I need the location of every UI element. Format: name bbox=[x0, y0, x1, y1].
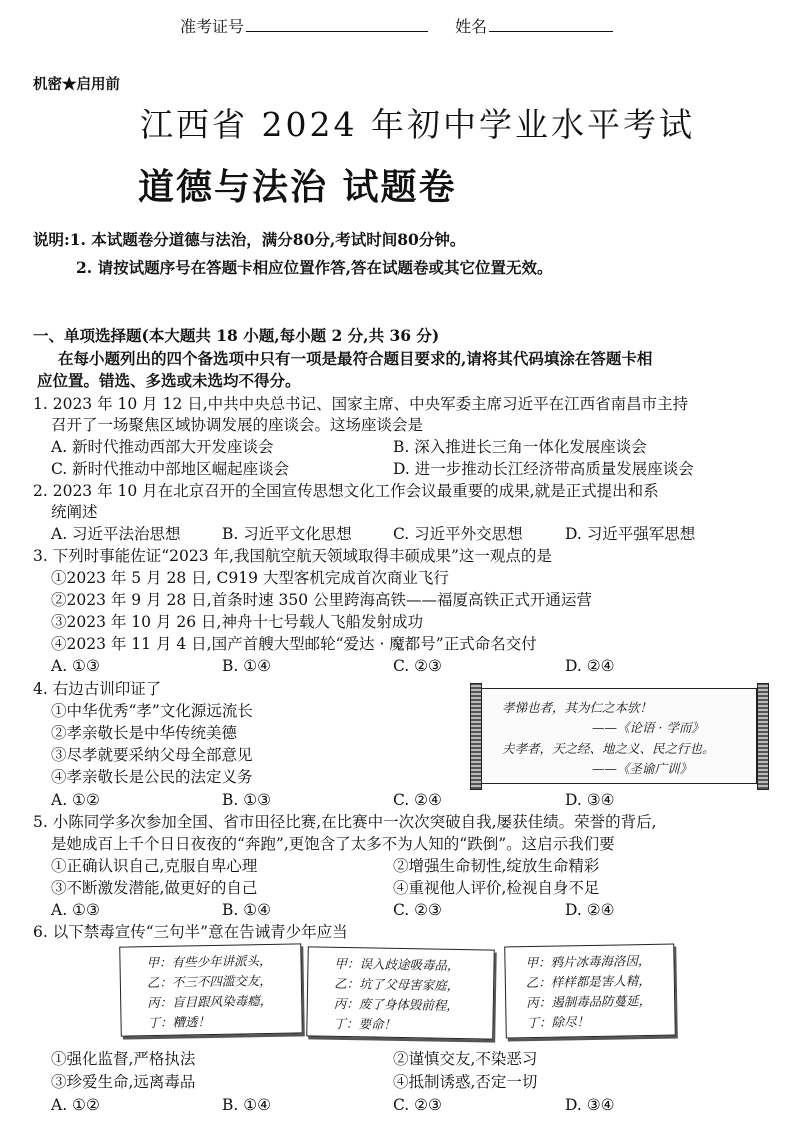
card2-line3: 丙：废了身体毁前程， bbox=[333, 995, 459, 1014]
card1-line3: 丙：盲目跟风染毒瘾， bbox=[147, 992, 273, 1011]
card2-line4: 丁：要命！ bbox=[333, 1015, 397, 1032]
exam-title: 江西省 2024 年初中学业水平考试 bbox=[140, 105, 695, 144]
q4-option-b: B. ①③ bbox=[222, 791, 272, 809]
q6-option-d: D. ③④ bbox=[565, 1096, 615, 1114]
card3-line3: 丙：遏制毒品防蔓延， bbox=[526, 992, 652, 1011]
q5-option-b: B. ①④ bbox=[222, 901, 272, 919]
card2-line2: 乙：坑了父母害家庭， bbox=[334, 975, 460, 994]
scroll-quote-1: 孝悌也者，其为仁之本欤！ bbox=[502, 700, 653, 715]
q3-option-b: B. ①④ bbox=[222, 657, 272, 675]
q6-option-b: B. ①④ bbox=[222, 1096, 272, 1114]
section-desc-line1: 在每小题列出的四个备选项中只有一项是最符合题目要求的,请将其代码填涂在答题卡相 bbox=[58, 349, 653, 368]
q6-option-a: A. ①② bbox=[51, 1096, 100, 1114]
q4-statement-2: ②孝亲敬长是中华传统美德 bbox=[51, 724, 238, 742]
q1-option-d: D. 进一步推动长江经济带高质量发展座谈会 bbox=[393, 460, 694, 478]
q3-stem: 3. 下列时事能佐证“2023 年,我国航空航天领域取得丰硕成果”这一观点的是 bbox=[33, 547, 552, 565]
scroll-quote-2: 夫孝者，天之经、地之义、民之行也。 bbox=[502, 741, 715, 756]
q4-option-a: A. ①② bbox=[51, 791, 100, 809]
q2-stem-line1: 2. 2023 年 10 月在北京召开的全国宣传思想文化工作会议最重要的成果,就是正式提出和系 bbox=[33, 482, 659, 500]
q6-statement-4: ④抵制诱惑,否定一切 bbox=[393, 1073, 538, 1091]
q2-option-a: A. 习近平法治思想 bbox=[51, 525, 181, 543]
q2-stem-line2: 统阐述 bbox=[51, 503, 98, 521]
q5-option-a: A. ①③ bbox=[51, 901, 100, 919]
q4-option-d: D. ③④ bbox=[565, 791, 615, 809]
exam-subtitle: 道德与法治 试题卷 bbox=[138, 167, 457, 208]
q2-option-c: C. 习近平外交思想 bbox=[393, 525, 523, 543]
secret-label: 机密★启用前 bbox=[33, 76, 120, 93]
instructions-line2: 2. 请按试题序号在答题卡相应位置作答,答在试题卷或其它位置无效。 bbox=[76, 258, 553, 277]
exam-id-label: 准考证号 bbox=[180, 17, 245, 36]
q4-statement-3: ③尽孝就要采纳父母全部意见 bbox=[51, 746, 253, 764]
name-blank bbox=[489, 17, 613, 32]
card1-line2: 乙：不三不四滥交友， bbox=[146, 972, 272, 991]
q3-option-d: D. ②④ bbox=[565, 657, 615, 675]
name-field bbox=[455, 14, 613, 37]
section-heading: 一、单项选择题(本大题共 18 小题,每小题 2 分,共 36 分) bbox=[33, 326, 440, 345]
q6-statement-1: ①强化监督,严格执法 bbox=[51, 1050, 196, 1068]
exam-id-blank bbox=[246, 17, 428, 32]
q5-stem-line1: 5. 小陈同学多次参加全国、省市田径比赛,在比赛中一次次突破自我,屡获佳绩。荣誉的背后, bbox=[33, 813, 657, 831]
instructions-line1: 说明:1. 本试题卷分道德与法治，满分80分,考试时间80分钟。 bbox=[33, 230, 466, 249]
q3-option-a: A. ①③ bbox=[51, 657, 100, 675]
scroll-source-2: ——《圣谕广训》 bbox=[592, 761, 693, 776]
q6-stem: 6. 以下禁毒宣传“三句半”意在告诫青少年应当 bbox=[33, 923, 348, 941]
q3-statement-4: ④2023 年 11 月 4 日,国产首艘大型邮轮“爱达 · 魔都号”正式命名交付 bbox=[51, 635, 537, 653]
q5-option-d: D. ②④ bbox=[565, 901, 615, 919]
q6-statement-3: ③珍爱生命,远离毒品 bbox=[51, 1073, 196, 1091]
q3-statement-2: ②2023 年 9 月 28 日,首条时速 350 公里跨海高铁——福厦高铁正式开通运营 bbox=[51, 591, 593, 609]
note-card-1 bbox=[119, 943, 303, 1036]
note-card-3 bbox=[504, 944, 676, 1039]
q5-stem-line2: 是她成百上千个日日夜夜的“奔跑”,更饱含了太多不为人知的“跌倒”。这启示我们要 bbox=[51, 835, 615, 853]
q6-option-c: C. ②③ bbox=[393, 1096, 442, 1114]
q4-statement-1: ①中华优秀“孝”文化源远流长 bbox=[51, 702, 253, 720]
q4-stem: 4. 右边古训印证了 bbox=[33, 680, 162, 698]
q1-option-b: B. 深入推进长三角一体化发展座谈会 bbox=[393, 438, 647, 456]
q1-stem-line1: 1. 2023 年 10 月 12 日,中共中央总书记、国家主席、中央军委主席习近平在江西省南昌市主持 bbox=[33, 395, 689, 413]
card3-line1: 甲：鸦片冰毒海洛因， bbox=[525, 952, 651, 971]
q2-option-b: B. 习近平文化思想 bbox=[222, 525, 352, 543]
card1-line1: 甲：有些少年讲派头， bbox=[146, 952, 272, 971]
name-label: 姓名 bbox=[455, 17, 488, 36]
section-desc-line2: 应位置。错选、多选或未选均不得分。 bbox=[37, 371, 301, 390]
card3-line2: 乙：样样都是害人精， bbox=[525, 972, 651, 991]
card2-line1: 甲：误入歧途吸毒品， bbox=[334, 955, 460, 974]
q3-statement-1: ①2023 年 5 月 28 日, C919 大型客机完成首次商业飞行 bbox=[51, 569, 449, 587]
exam-id-field bbox=[180, 14, 428, 37]
q6-statement-2: ②谨慎交友,不染恶习 bbox=[393, 1050, 538, 1068]
q4-statement-4: ④孝亲敬长是公民的法定义务 bbox=[51, 768, 253, 786]
q4-option-c: C. ②④ bbox=[393, 791, 442, 809]
q5-option-c: C. ②③ bbox=[393, 901, 442, 919]
q3-option-c: C. ②③ bbox=[393, 657, 442, 675]
scroll-right-rod bbox=[757, 683, 769, 790]
note-card-2 bbox=[306, 946, 495, 1039]
q5-statement-1: ①正确认识自己,克服自卑心理 bbox=[51, 857, 258, 875]
q1-stem-line2: 召开了一场聚焦区域协调发展的座谈会。这场座谈会是 bbox=[51, 416, 424, 434]
q5-statement-2: ②增强生命韧性,绽放生命精彩 bbox=[393, 857, 600, 875]
scroll-source-1: ——《论语 · 学而》 bbox=[592, 720, 704, 735]
q3-statement-3: ③2023 年 10 月 26 日,神舟十七号载人飞船发射成功 bbox=[51, 613, 423, 631]
card1-line4: 丁：糟透！ bbox=[147, 1014, 211, 1031]
q1-option-c: C. 新时代推动中部地区崛起座谈会 bbox=[51, 460, 290, 478]
card3-line4: 丁：除尽！ bbox=[526, 1014, 590, 1031]
q5-statement-3: ③不断激发潜能,做更好的自己 bbox=[51, 879, 258, 897]
q1-option-a: A. 新时代推动西部大开发座谈会 bbox=[51, 438, 274, 456]
q2-option-d: D. 习近平强军思想 bbox=[565, 525, 696, 543]
q5-statement-4: ④重视他人评价,检视自身不足 bbox=[393, 879, 600, 897]
